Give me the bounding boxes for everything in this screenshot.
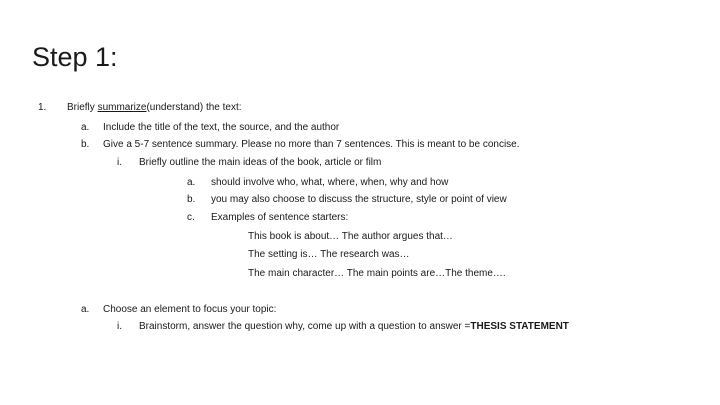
slide-title: Step 1:	[32, 42, 118, 72]
list-marker-b1: b.	[81, 139, 90, 150]
thesis-statement-label: THESIS STATEMENT	[470, 321, 569, 332]
list-marker-sub-b: b.	[187, 194, 196, 205]
list-item-i2	[139, 321, 569, 333]
list-item-1	[67, 102, 242, 114]
list-item-b1: Give a 5-7 sentence summary. Please no more than 7 sentences. This is meant to be concise.	[103, 139, 520, 150]
item1-text-before: Briefly	[67, 102, 98, 113]
item-i2-text: Brainstorm, answer the question why, come up with a question to answer =	[139, 321, 471, 332]
list-item-a1: Include the title of the text, the source, and the author	[103, 122, 340, 133]
list-marker-1: 1.	[38, 102, 47, 113]
summarize-link[interactable]: summarize	[97, 102, 147, 113]
list-marker-sub-c: c.	[187, 212, 195, 223]
list-item-sub-b: you may also choose to discuss the structure, style or point of view	[211, 194, 507, 205]
list-item-a2: Choose an element to focus your topic:	[103, 304, 277, 315]
list-marker-i2: i.	[117, 321, 122, 332]
starter-line-1: This book is about… The author argues that…	[248, 231, 453, 242]
starter-line-2: The setting is… The research was…	[248, 249, 410, 260]
starter-line-3: The main character… The main points are…The theme….	[248, 268, 506, 279]
list-marker-a1: a.	[81, 122, 90, 133]
list-marker-i1: i.	[117, 157, 122, 168]
list-marker-sub-a: a.	[187, 177, 196, 188]
item1-text-after: (understand) the text:	[146, 102, 242, 113]
list-item-i1: Briefly outline the main ideas of the book, article or film	[139, 157, 382, 168]
list-item-sub-a: should involve who, what, where, when, why and how	[211, 177, 449, 188]
list-marker-a2: a.	[81, 304, 90, 315]
list-item-sub-c: Examples of sentence starters:	[211, 212, 349, 223]
